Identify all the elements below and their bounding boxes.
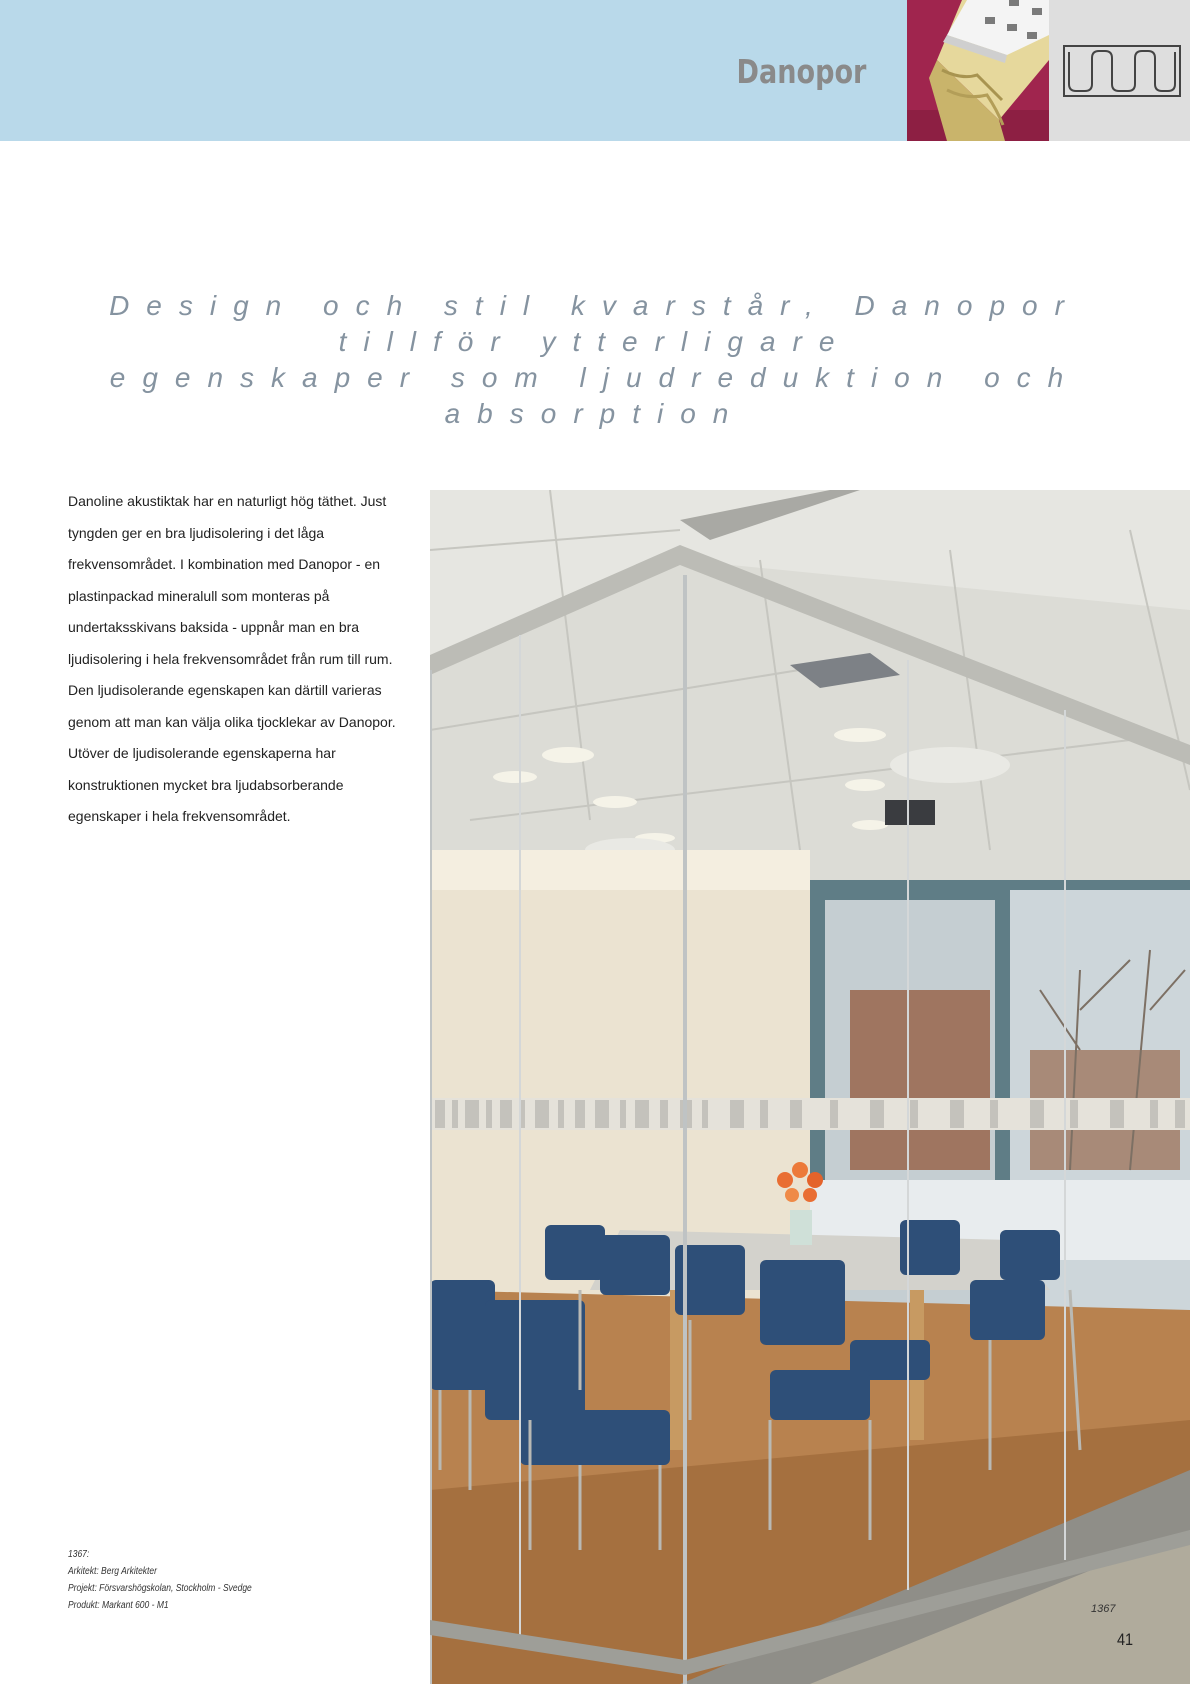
caption-project: Projekt: Försvarshögskolan, Stockholm - Svedge	[68, 1583, 252, 1594]
body-paragraph: Utöver de ljudisolerande egenskaperna har konstruktionen mycket bra ljudabsorberande egenskaper i hela frekvensområdet.	[68, 745, 344, 824]
meeting-room-photo	[430, 490, 1190, 1684]
caption-product: Produkt: Markant 600 - M1	[68, 1600, 169, 1611]
photo-caption	[68, 1546, 340, 1614]
body-paragraph: Den ljudisolerande egenskapen kan därtill varieras genom att man kan välja olika tjocklekar av Danopor.	[68, 682, 396, 730]
body-text	[68, 486, 398, 833]
acoustic-panel-icon	[907, 0, 1049, 141]
logo-box	[1049, 0, 1190, 141]
page-number: 41	[1117, 1630, 1134, 1649]
header-band	[0, 0, 907, 141]
glass-meeting-room-illustration	[430, 490, 1190, 1684]
body-paragraph: Danoline akustiktak har en naturligt hög täthet. Just tyngden ger en bra ljudisolering i det låga frekvensområdet. I kombination med Danopor - en plastinpackad mineralull som monteras på undertaksskivans baksida - uppnår man en bra ljudisolering i hela frekvensområdet från rum till rum.	[68, 493, 393, 667]
caption-architect: Arkitekt: Berg Arkitekter	[68, 1566, 157, 1577]
wave-profile-logo-icon	[1049, 0, 1190, 141]
brand-title: Danopor	[736, 52, 866, 91]
photo-code-label: 1367	[1091, 1603, 1116, 1615]
tagline	[40, 288, 1150, 432]
tagline-line-1: Design och stil kvarstår, Danopor tillför ytterligare	[109, 290, 1081, 357]
product-thumbnail-image	[907, 0, 1049, 141]
tagline-line-2: egenskaper som ljudreduktion och absorption	[109, 362, 1081, 429]
caption-code: 1367:	[68, 1549, 90, 1560]
